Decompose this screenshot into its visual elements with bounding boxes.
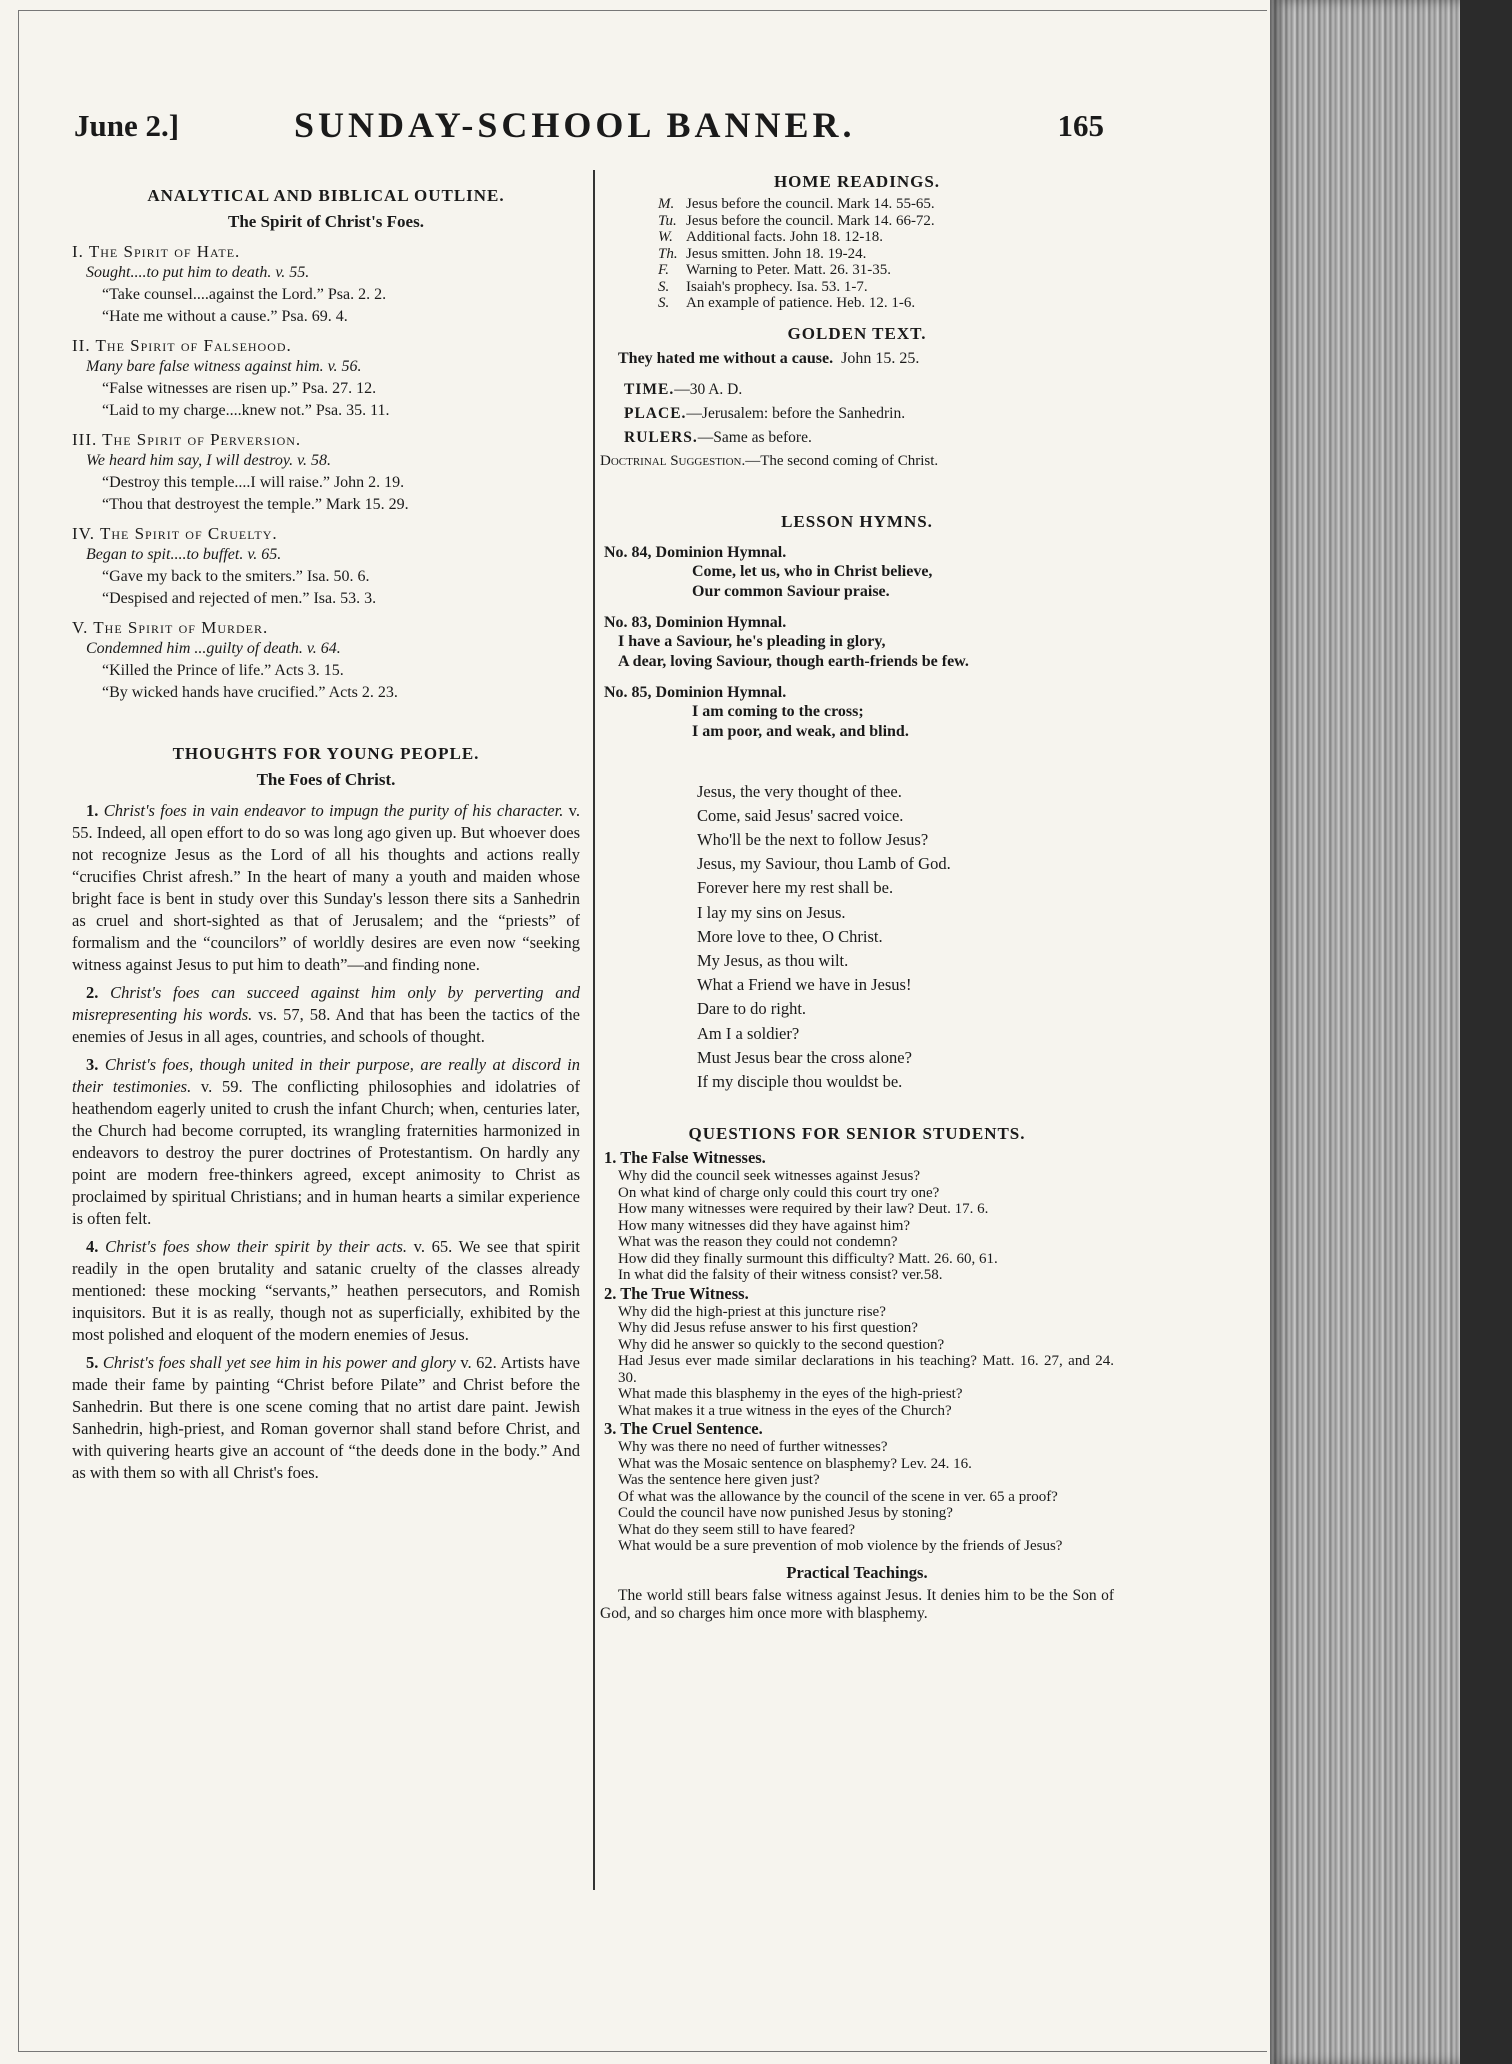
home-reading-row xyxy=(658,295,1114,312)
question: Why did the council seek witnesses against Jesus? xyxy=(618,1168,921,1185)
hymn-titles-list xyxy=(697,780,1114,1095)
hymn-title: Come, said Jesus' sacred voice. xyxy=(697,805,904,825)
hymn-line: Come, let us, who in Christ believe, xyxy=(692,562,933,580)
issue-date: June 2.] xyxy=(74,108,180,143)
reading-text: Warning to Peter. Matt. 26. 31-35. xyxy=(686,262,892,278)
reading-day: F. xyxy=(658,262,669,278)
doctrinal-label: Doctrinal Suggestion. xyxy=(600,452,746,469)
rulers-line xyxy=(624,426,1114,450)
thought-paragraph xyxy=(72,982,580,1048)
question: Could the council have now punished Jesus by stoning? xyxy=(618,1505,953,1522)
hymn-line: I am coming to the cross; xyxy=(692,702,864,720)
question: How did they finally surmount this difficulty? Matt. 26. 60, 61. xyxy=(618,1250,998,1267)
golden-text-heading: GOLDEN TEXT. xyxy=(787,323,927,343)
outline-point-heading: I. The Spirit of Hate. xyxy=(72,242,241,261)
outline-reference: “Killed the Prince of life.” Acts 3. 15. xyxy=(102,662,344,679)
practical-text: The world still bears false witness against Jesus. It denies him to be the Son of God, and so charges him once more with blasphemy. xyxy=(600,1586,1114,1622)
lesson-hymns-heading: LESSON HYMNS. xyxy=(781,511,933,531)
reading-text: Additional facts. John 18. 12-18. xyxy=(686,229,884,245)
reading-day: W. xyxy=(658,229,673,245)
question: In what did the falsity of their witness consist? ver.58. xyxy=(618,1267,943,1284)
place-value: —Jerusalem: before the Sanhedrin. xyxy=(686,404,906,422)
hymn-line: I am poor, and weak, and blind. xyxy=(692,722,909,740)
outline-point-text: Many bare false witness against him. v. 56. xyxy=(86,358,362,375)
thought-number: 1. xyxy=(86,801,99,820)
question: What made this blasphemy in the eyes of the high-priest? xyxy=(618,1386,963,1403)
home-reading-row xyxy=(658,229,1114,246)
time-value: —30 A. D. xyxy=(674,380,743,398)
outline-point-text: Sought....to put him to death. v. 55. xyxy=(86,264,310,281)
doctrinal-value: —The second coming of Christ. xyxy=(745,452,939,469)
hymns-list xyxy=(600,544,1114,742)
outline-point-heading: V. The Spirit of Murder. xyxy=(72,618,269,637)
thoughts-subtitle: The Foes of Christ. xyxy=(256,770,396,789)
thought-lead: Christ's foes show their spirit by their acts. xyxy=(105,1237,407,1256)
question: Had Jesus ever made similar declarations in his teaching? Matt. 16. 27, and 24. 30. xyxy=(618,1353,1114,1386)
question: Why was there no need of further witnesses? xyxy=(618,1439,888,1456)
thought-body: vs. 57, 58. And that has been the tactics of the enemies of Jesus in all ages, countries, and schools of thought. xyxy=(72,1005,581,1046)
home-reading-row xyxy=(658,196,1114,213)
question: Why did he answer so quickly to the second question? xyxy=(618,1336,945,1353)
hymn-title: What a Friend we have in Jesus! xyxy=(697,975,912,995)
reading-day: Tu. xyxy=(658,212,677,229)
reading-text: Jesus before the council. Mark 14. 55-65. xyxy=(686,196,935,212)
outline-point-heading: III. The Spirit of Perversion. xyxy=(72,430,302,449)
thought-lead: Christ's foes in vain endeavor to impugn the purity of his character. xyxy=(103,801,564,820)
question: Was the sentence here given just? xyxy=(618,1472,820,1489)
thought-lead: Christ's foes shall yet see him in his power and glory xyxy=(102,1353,456,1372)
outline-subtitle: The Spirit of Christ's Foes. xyxy=(228,212,424,231)
reading-day: Th. xyxy=(658,245,678,262)
thought-body: v. 55. Indeed, all open effort to do so was long ago given up. But whoever does not recognize Jesus as the Lord of all his thoughts and actions really “crucifies Christ afresh.” In the heart of many a youth and maiden whose bright face is bent in study over this Sunday's lesson there sits a Sanhedrin as cruel and short-sighted as that of Jerusalem; and the “priests” of formalism and the “councilors” of worldly desires are even now “seeking witness against Jesus to put him to death”—and finding none. xyxy=(72,801,580,974)
thought-body: v. 65. We see that spirit readily in the open brutality and satanic cruelty of the classes already mentioned: these mocking “servants,” heathen persecutors, and Romish inquisitors. But it is as really, though not as superficially, exhibited by the most polished and eloquent of the modern enemies of Jesus. xyxy=(72,1237,581,1344)
hymn-title: More love to thee, O Christ. xyxy=(697,926,883,946)
lesson-meta xyxy=(624,378,1114,450)
golden-text-quote: They hated me without a cause. xyxy=(618,349,834,367)
thought-paragraph xyxy=(72,1352,580,1484)
hymn-title: My Jesus, as thou wilt. xyxy=(697,950,849,970)
outline-reference: “Laid to my charge....knew not.” Psa. 35. 11. xyxy=(102,402,390,419)
questions-heading: QUESTIONS FOR SENIOR STUDENTS. xyxy=(688,1124,1026,1144)
home-reading-row xyxy=(658,262,1114,279)
home-readings-heading: HOME READINGS. xyxy=(773,172,941,191)
background-shadow xyxy=(1460,0,1512,2064)
outline-point-text: Condemned him ...guilty of death. v. 64. xyxy=(86,640,341,657)
hymn-title: Am I a soldier? xyxy=(697,1023,800,1043)
outline-point-heading: II. The Spirit of Falsehood. xyxy=(72,336,292,355)
thought-lead: Christ's foes, though united in their purpose, are really at discord in their testimonies. xyxy=(72,1055,580,1096)
thought-number: 3. xyxy=(86,1055,99,1074)
question: What was the Mosaic sentence on blasphemy? Lev. 24. 16. xyxy=(618,1455,972,1472)
practical-heading: Practical Teachings. xyxy=(786,1562,928,1582)
thought-number: 2. xyxy=(86,983,99,1002)
home-reading-row xyxy=(658,246,1114,263)
hymn-title: Jesus, my Saviour, thou Lamb of God. xyxy=(697,854,951,874)
hymn-title: I lay my sins on Jesus. xyxy=(697,902,846,922)
outline-heading: ANALYTICAL AND BIBLICAL OUTLINE. xyxy=(147,186,505,205)
question: Why did Jesus refuse answer to his first question? xyxy=(618,1320,918,1337)
outline-point-heading: IV. The Spirit of Cruelty. xyxy=(72,524,278,543)
time-line xyxy=(624,378,1114,402)
outline-reference: “Despised and rejected of men.” Isa. 53. 3. xyxy=(102,590,377,607)
thought-paragraph xyxy=(72,1054,580,1230)
column-divider xyxy=(593,170,595,1890)
reading-day: S. xyxy=(658,278,670,295)
outline-point-text: We heard him say, I will destroy. v. 58. xyxy=(86,452,332,469)
page-header xyxy=(74,104,1104,154)
question: Why did the high-priest at this juncture rise? xyxy=(618,1303,886,1320)
hymn-title: Forever here my rest shall be. xyxy=(697,878,894,898)
hymn-title: Who'll be the next to follow Jesus? xyxy=(697,829,929,849)
reading-text: An example of patience. Heb. 12. 1-6. xyxy=(686,295,916,311)
thought-paragraph xyxy=(72,800,580,976)
home-readings-list xyxy=(600,196,1114,312)
question: What do they seem still to have feared? xyxy=(618,1521,855,1538)
outline-reference: “Destroy this temple....I will raise.” John 2. 19. xyxy=(102,474,405,491)
hymn-number: No. 83, Dominion Hymnal. xyxy=(604,613,787,631)
hymn-line: Our common Saviour praise. xyxy=(692,582,890,600)
hymn-title: Dare to do right. xyxy=(697,999,807,1019)
rulers-value: —Same as before. xyxy=(697,428,812,446)
doctrinal-suggestion xyxy=(600,450,1114,472)
hymn-number: No. 84, Dominion Hymnal. xyxy=(604,543,787,561)
outline-reference: “By wicked hands have crucified.” Acts 2. 23. xyxy=(102,684,398,701)
right-column xyxy=(600,164,1114,1623)
hymn-line: A dear, loving Saviour, though earth-friends be few. xyxy=(618,652,969,670)
questions-list xyxy=(600,1148,1114,1555)
place-label: PLACE. xyxy=(624,404,687,422)
thought-paragraph xyxy=(72,1236,580,1346)
rulers-label: RULERS. xyxy=(624,428,698,446)
hymn-number: No. 85, Dominion Hymnal. xyxy=(604,683,787,701)
outline-reference: “Thou that destroyest the temple.” Mark 15. 29. xyxy=(102,496,409,513)
question-group-heading: 3. The Cruel Sentence. xyxy=(604,1419,763,1439)
thought-body: v. 62. Artists have made their fame by painting “Christ before Pilate” and Christ before the Sanhedrin. But there is one scene coming that no artist dare paint. Jewish Sanhedrin, high-priest, and Roman governor shall stand before Christ, and with quivering hearts give an account of “the deeds done in the body.” And as with them so with all Christ's foes. xyxy=(72,1353,581,1482)
question: How many witnesses were required by their law? Deut. 17. 6. xyxy=(618,1201,989,1218)
outline-reference: “False witnesses are risen up.” Psa. 27. 12. xyxy=(102,380,377,397)
question-group-heading: 1. The False Witnesses. xyxy=(604,1148,766,1168)
thought-lead: Christ's foes can succeed against him only by perverting and misrepresenting his words. xyxy=(72,983,580,1024)
time-label: TIME. xyxy=(624,380,675,398)
question-group-heading: 2. The True Witness. xyxy=(604,1283,749,1303)
outline-reference: “Gave my back to the smiters.” Isa. 50. 6. xyxy=(102,568,370,585)
publication-title: SUNDAY-SCHOOL BANNER. xyxy=(294,105,856,145)
question: On what kind of charge only could this court try one? xyxy=(618,1184,940,1201)
left-column xyxy=(72,178,580,1490)
home-reading-row xyxy=(658,213,1114,230)
outline-reference: “Take counsel....against the Lord.” Psa. 2. 2. xyxy=(102,286,387,303)
reading-text: Isaiah's prophecy. Isa. 53. 1-7. xyxy=(686,278,868,295)
reading-day: S. xyxy=(658,295,670,311)
page-number: 165 xyxy=(1057,108,1104,143)
hymn-title: If my disciple thou wouldst be. xyxy=(697,1071,903,1091)
home-reading-row xyxy=(658,279,1114,296)
outline-reference: “Hate me without a cause.” Psa. 69. 4. xyxy=(102,308,348,325)
thought-number: 4. xyxy=(86,1237,99,1256)
thoughts-heading: THOUGHTS FOR YOUNG PEOPLE. xyxy=(172,744,480,763)
thought-number: 5. xyxy=(86,1353,99,1372)
hymn-line: I have a Saviour, he's pleading in glory, xyxy=(618,632,886,650)
hymn-title: Jesus, the very thought of thee. xyxy=(697,781,902,801)
golden-text-ref: John 15. 25. xyxy=(841,349,920,367)
hymn-title: Must Jesus bear the cross alone? xyxy=(697,1047,912,1067)
reading-day: M. xyxy=(658,196,675,212)
thought-body: v. 59. The conflicting philosophies and idolatries of heathendom eagerly united to crush the infant Church; when, centuries later, the Church had become corrupted, its wrangling fraternities harmonized in endeavors to destroy the purer doctrines of Protestantism. On hardly any point are modern free-thinkers agreed, except animosity to Christ as proclaimed by spiritual Christians; and in human hearts a similar experience is often felt. xyxy=(72,1077,580,1228)
reading-text: Jesus smitten. John 18. 19-24. xyxy=(686,245,867,262)
question: Of what was the allowance by the council of the scene in ver. 65 a proof? xyxy=(618,1488,1058,1505)
question: What would be a sure prevention of mob violence by the friends of Jesus? xyxy=(618,1538,1063,1555)
place-line xyxy=(624,402,1114,426)
reading-text: Jesus before the council. Mark 14. 66-72. xyxy=(686,212,935,229)
question: How many witnesses did they have against him? xyxy=(618,1217,911,1234)
question: What makes it a true witness in the eyes of the Church? xyxy=(618,1402,952,1419)
question: What was the reason they could not condemn? xyxy=(618,1234,898,1251)
thoughts-list xyxy=(72,800,580,1484)
outline-list xyxy=(72,242,580,704)
golden-text xyxy=(618,350,1114,368)
outline-point-text: Began to spit....to buffet. v. 65. xyxy=(86,546,282,563)
